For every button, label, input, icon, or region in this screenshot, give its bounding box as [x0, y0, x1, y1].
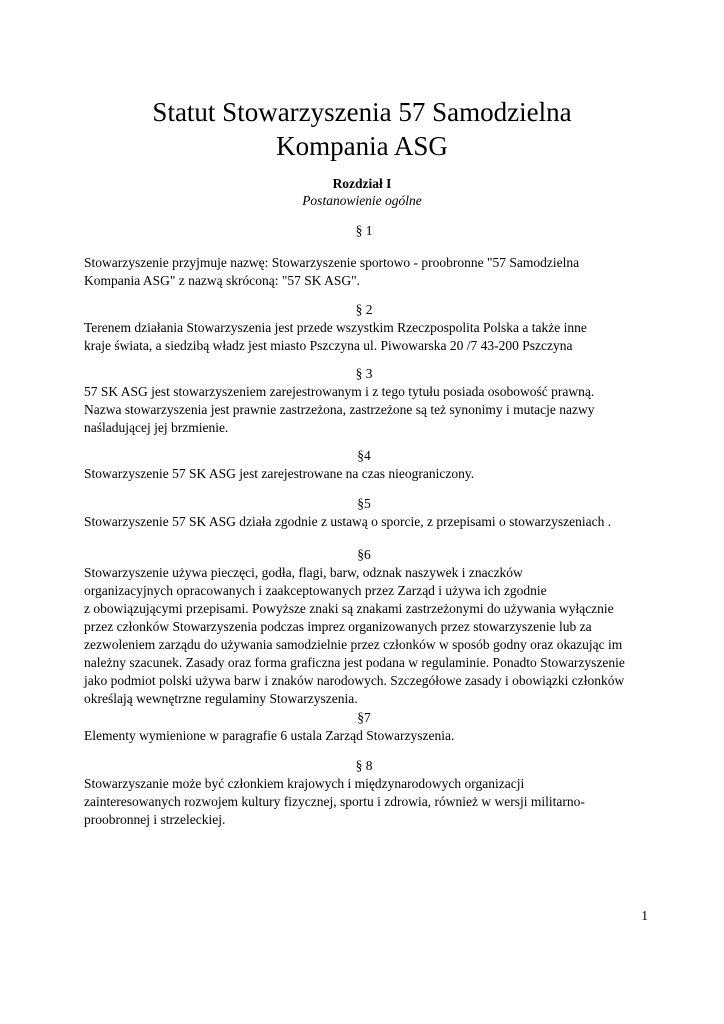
- section-line: Stowarzyszenie 57 SK ASG jest zarejestrowane na czas nieograniczony.: [84, 466, 475, 481]
- section-line: kraje świata, a siedzibą władz jest miasto Pszczyna ul. Piwowarska 20 /7 43-200 Pszczyna: [84, 338, 573, 353]
- chapter-heading: Rozdział I: [332, 176, 392, 191]
- section-line: przez członków Stowarzyszenia podczas imprez organizowanych przez stowarzyszenie lub za: [84, 619, 592, 634]
- section-line: proobronnej i strzeleckiej.: [84, 812, 226, 827]
- section-line: Stowarzyszenie 57 SK ASG działa zgodnie z ustawą o sporcie, z przepisami o stowarzyszeniach .: [84, 514, 612, 529]
- section-body: [84, 319, 644, 355]
- section-7: [84, 709, 644, 745]
- section-5: [84, 495, 644, 531]
- section-line: z obowiązującymi przepisami. Powyższe znaki są znakami zastrzeżonymi do używania wyłącznie: [84, 601, 614, 616]
- section-line: organizacyjnych opracowanych i zaakceptowanych przez Zarząd i używa ich zgodnie: [84, 583, 547, 598]
- section-body: [84, 383, 644, 437]
- section-body: [84, 564, 644, 708]
- section-line: Nazwa stowarzyszenia jest prawnie zastrzeżona, zastrzeżone są też synonimy i mutacje nazwy: [84, 402, 595, 417]
- section-mark: § 2: [355, 302, 373, 317]
- section-line: Terenem działania Stowarzyszenia jest przede wszystkim Rzeczpospolita Polska a także inne: [84, 320, 587, 335]
- section-line: naśladującej jej brzmienie.: [84, 420, 229, 435]
- section-line: określają wewnętrzne regulaminy Stowarzyszenia.: [84, 691, 358, 706]
- section-line: jako podmiot polski używa barw i znaków narodowych. Szczegółowe zasady i obowiązki członków: [84, 673, 625, 688]
- section-body: [84, 254, 644, 290]
- chapter-subtitle: Postanowienie ogólne: [302, 193, 422, 208]
- section-line: Stowarzyszenie używa pieczęci, godła, flagi, barw, odznak naszywek i znaczków: [84, 565, 523, 580]
- section-line: Kompania ASG" z nazwą skróconą: "57 SK ASG".: [84, 273, 360, 288]
- section-body: [84, 465, 644, 483]
- section-body: [84, 513, 644, 531]
- document-title-line-1: Statut Stowarzyszenia 57 Samodzielna: [152, 97, 572, 127]
- section-4: [84, 447, 644, 483]
- section-6: [84, 546, 644, 708]
- section-mark: §6: [357, 547, 371, 562]
- section-3: [84, 365, 644, 437]
- section-body: [84, 727, 644, 745]
- document-title-line-2: Kompania ASG: [276, 131, 448, 161]
- section-mark: § 1: [355, 223, 373, 238]
- section-mark: §7: [357, 710, 371, 725]
- section-8: [84, 757, 644, 829]
- section-mark: §4: [357, 448, 371, 463]
- section-mark: § 8: [355, 758, 373, 773]
- document-title: [0, 95, 724, 163]
- section-line: zezwoleniem zarządu do używania samodzielnie przez członków w sposób godny oraz okazując im: [84, 637, 623, 652]
- section-2: [84, 301, 644, 355]
- section-mark: §5: [357, 496, 371, 511]
- page-number: 1: [641, 908, 648, 923]
- section-line: Elementy wymienione w paragrafie 6 ustala Zarząd Stowarzyszenia.: [84, 728, 455, 743]
- section-mark: § 3: [355, 366, 373, 381]
- section-line: należny szacunek. Zasady oraz forma graficzna jest podana w regulaminie. Ponadto Stowarzyszenie: [84, 655, 625, 670]
- section-line: zainteresowanych rozwojem kultury fizycznej, sportu i zdrowia, również w wersji militarno-: [84, 794, 585, 809]
- section-line: Stowarzyszenie przyjmuje nazwę: Stowarzyszenie sportowo - proobronne "57 Samodzielna: [84, 255, 580, 270]
- section-1: [84, 222, 644, 290]
- section-line: Stowarzyszanie może być członkiem krajowych i międzynarodowych organizacji: [84, 776, 525, 791]
- section-body: [84, 775, 644, 829]
- section-line: 57 SK ASG jest stowarzyszeniem zarejestrowanym i z tego tytułu posiada osobowość prawną.: [84, 384, 595, 399]
